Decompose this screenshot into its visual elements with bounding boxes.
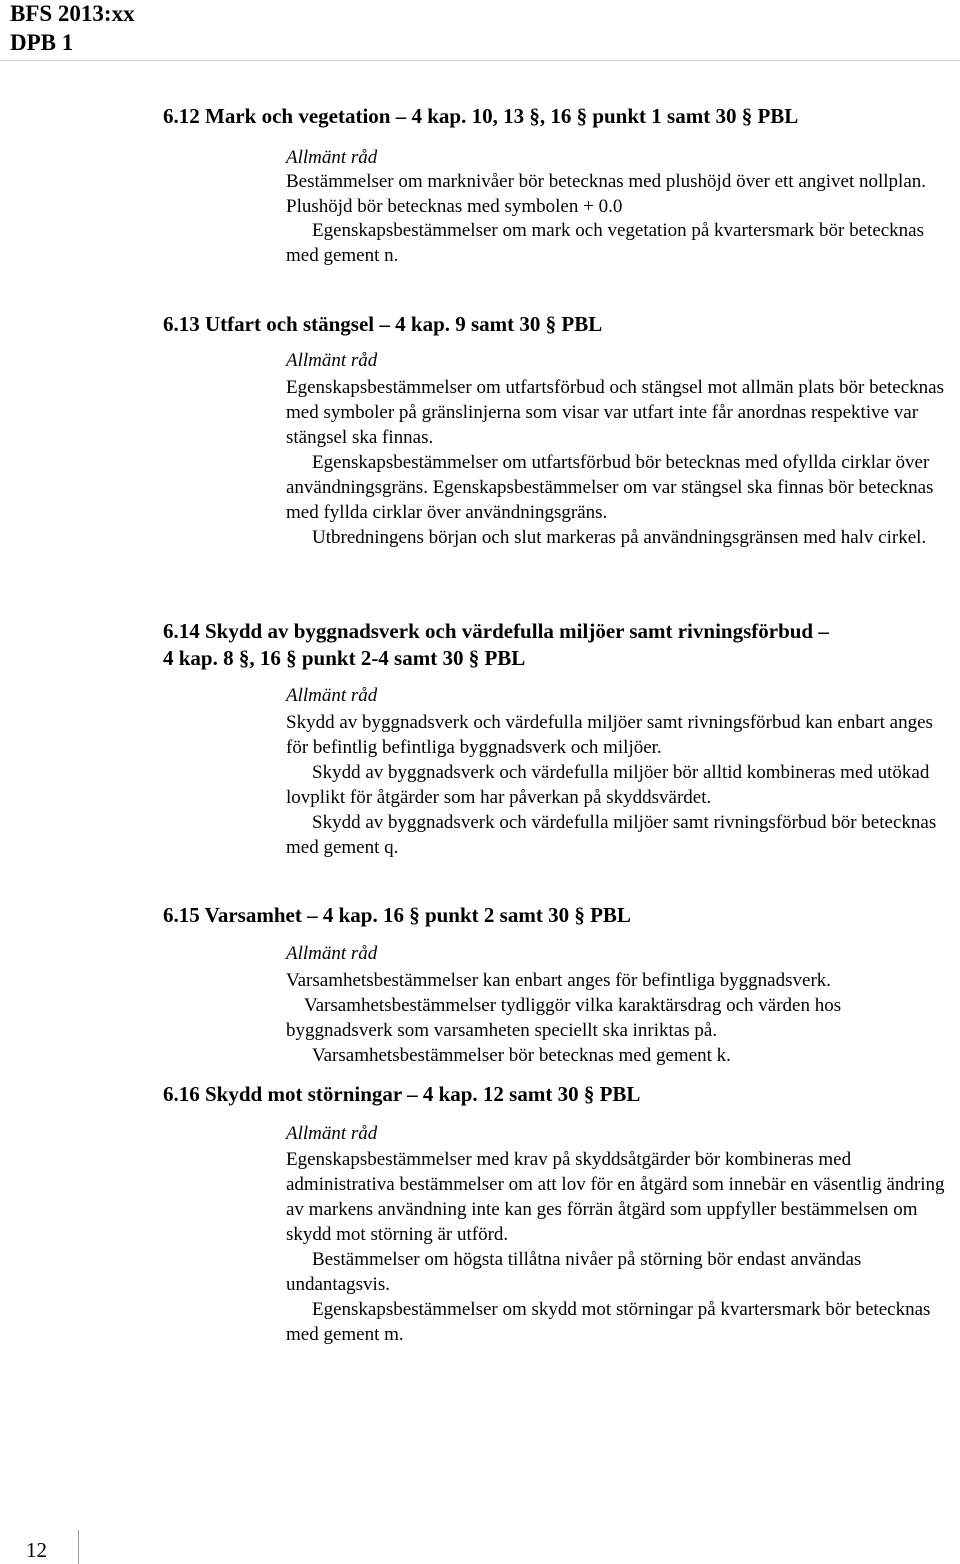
page-number: 12 [26, 1538, 47, 1562]
paragraph: Egenskapsbestämmelser om utfartsförbud bör betecknas med ofyllda cirklar över användningsgräns. Egenskapsbestämmelser om var stängsel ska finnas bör betecknas med fyllda cirklar över användningsgräns. [286, 452, 934, 523]
paragraph: Egenskapsbestämmelser om mark och vegetation på kvartersmark bör betecknas med gement n. [286, 220, 925, 266]
document-code: BFS 2013:xx [10, 1, 135, 26]
paragraph: Bestämmelser om marknivåer bör betecknas med plushöjd över ett angivet nollplan. Plushöjd bör betecknas med symbolen + 0.0 [286, 171, 927, 217]
section-heading-6-14: 6.14 Skydd av byggnadsverk och värdefulla miljöer samt rivningsförbud – [163, 619, 829, 643]
paragraph: Varsamhetsbestämmelser tydliggör vilka karaktärsdrag och värden hos byggnadsverk som varsamheten speciellt ska inriktas på. [286, 995, 842, 1041]
paragraph: Egenskapsbestämmelser om utfartsförbud och stängsel mot allmän plats bör betecknas med symboler på gränslinjerna som visar var utfart inte får anordnas respektive var stängsel ska finnas. [286, 377, 944, 448]
advice-label: Allmänt råd [286, 147, 378, 168]
section-heading-6-13: 6.13 Utfart och stängsel – 4 kap. 9 samt 30 § PBL [163, 312, 603, 336]
paragraph: Skydd av byggnadsverk och värdefulla miljöer samt rivningsförbud kan enbart anges för befintlig befintliga byggnadsverk och miljöer. [286, 712, 933, 758]
page-number-box [0, 1530, 79, 1564]
section-heading-6-12: 6.12 Mark och vegetation – 4 kap. 10, 13 §, 16 § punkt 1 samt 30 § PBL [163, 104, 799, 128]
advice-label: Allmänt råd [286, 943, 378, 964]
advice-label: Allmänt råd [286, 685, 378, 706]
paragraph: Egenskapsbestämmelser om skydd mot störningar på kvartersmark bör betecknas med gement m. [286, 1299, 931, 1345]
paragraph: Varsamhetsbestämmelser kan enbart anges för befintliga byggnadsverk. [286, 970, 832, 991]
header-divider [0, 60, 960, 61]
section-heading-6-15: 6.15 Varsamhet – 4 kap. 16 § punkt 2 samt 30 § PBL [163, 903, 631, 927]
section-heading-6-16: 6.16 Skydd mot störningar – 4 kap. 12 samt 30 § PBL [163, 1082, 641, 1106]
paragraph: Egenskapsbestämmelser med krav på skyddsåtgärder bör kombineras med administrativa bestämmelser om att lov för en åtgärd som innebär en väsentlig ändring av markens användning inte kan ges förrän åtgärd som uppfyller bestämmelsen om skydd mot störning är utförd. [286, 1149, 945, 1245]
paragraph: Utbredningens början och slut markeras på användningsgränsen med halv cirkel. [312, 527, 927, 548]
paragraph: Skydd av byggnadsverk och värdefulla miljöer bör alltid kombineras med utökad lovplikt för åtgärder som har påverkan på skyddsvärdet. [286, 762, 930, 808]
document-series: DPB 1 [10, 30, 74, 55]
paragraph: Skydd av byggnadsverk och värdefulla miljöer samt rivningsförbud bör betecknas med gement q. [286, 812, 937, 858]
paragraph: Varsamhetsbestämmelser bör betecknas med gement k. [312, 1045, 731, 1066]
advice-label: Allmänt råd [286, 1123, 378, 1144]
advice-label: Allmänt råd [286, 350, 378, 371]
paragraph: Bestämmelser om högsta tillåtna nivåer på störning bör endast användas undantagsvis. [286, 1249, 862, 1295]
running-head [0, 0, 960, 60]
section-heading-6-14-cont: 4 kap. 8 §, 16 § punkt 2-4 samt 30 § PBL [163, 646, 526, 670]
